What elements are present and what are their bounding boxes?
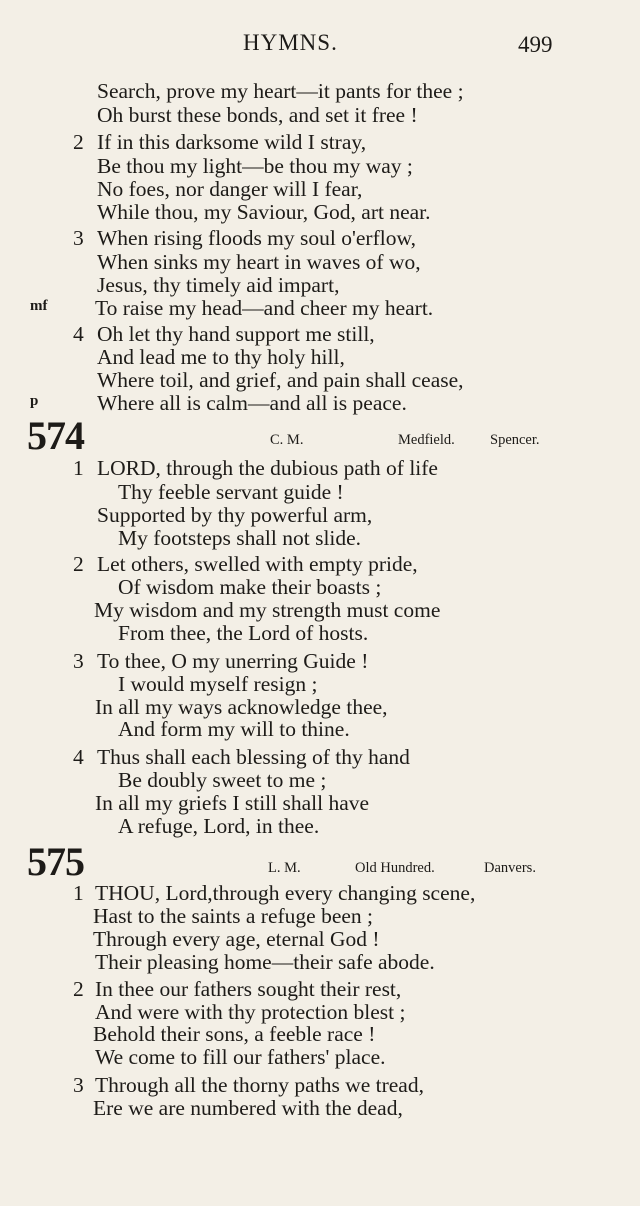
- verse-number: 2: [73, 977, 84, 1001]
- verse-line: Of wisdom make their boasts ;: [118, 575, 382, 599]
- verse-line: I would myself resign ;: [118, 672, 318, 696]
- verse-number: 1: [73, 881, 84, 905]
- hymn-tune: Old Hundred.: [355, 860, 435, 876]
- verse-line: Oh burst these bonds, and set it free !: [97, 103, 418, 127]
- verse-line: No foes, nor danger will I fear,: [97, 177, 363, 201]
- verse-line: Their pleasing home—their safe abode.: [95, 950, 435, 974]
- hymn-alt-tune: Danvers.: [484, 860, 536, 876]
- dynamic-marking: mf: [30, 298, 48, 314]
- verse-number: 1: [73, 456, 84, 480]
- verse-line: Behold their sons, a feeble race !: [93, 1022, 376, 1046]
- verse-number: 3: [73, 1073, 84, 1097]
- verse-line: In all my ways acknowledge thee,: [95, 695, 388, 719]
- verse-line: In all my griefs I still shall have: [95, 791, 370, 815]
- page-number: 499: [518, 32, 553, 57]
- verse-line: Thus shall each blessing of thy hand: [97, 745, 410, 769]
- verse-line: Let others, swelled with empty pride,: [97, 552, 418, 576]
- verse-line: And lead me to thy holy hill,: [97, 345, 345, 369]
- verse-line: Through every age, eternal God !: [93, 927, 380, 951]
- dynamic-marking: p: [30, 393, 39, 409]
- verse-line: Search, prove my heart—it pants for thee ;: [97, 79, 464, 103]
- verse-line: And form my will to thine.: [118, 717, 350, 741]
- verse-line: When sinks my heart in waves of wo,: [97, 250, 421, 274]
- verse-line: LORD, through the dubious path of life: [97, 456, 438, 480]
- verse-line: Be thou my light—be thou my way ;: [97, 154, 413, 178]
- verse-line: If in this darksome wild I stray,: [97, 130, 367, 154]
- verse-line: THOU, Lord,through every changing scene,: [95, 881, 476, 905]
- hymn-alt-tune: Spencer.: [490, 432, 540, 448]
- verse-line: Where toil, and grief, and pain shall cease,: [97, 368, 464, 392]
- verse-line: Hast to the saints a refuge been ;: [93, 904, 374, 928]
- verse-number: 3: [73, 649, 84, 673]
- verse-line: A refuge, Lord, in thee.: [118, 814, 320, 838]
- verse-number: 2: [73, 130, 84, 154]
- verse-line: We come to fill our fathers' place.: [95, 1045, 386, 1069]
- verse-number: 2: [73, 552, 84, 576]
- hymn-number: 574: [27, 413, 84, 458]
- verse-line: Thy feeble servant guide !: [118, 480, 344, 504]
- verse-line: Where all is calm—and all is peace.: [97, 391, 407, 415]
- hymn-meter: C. M.: [270, 432, 304, 448]
- verse-line: To thee, O my unerring Guide !: [97, 649, 369, 673]
- hymn-number: 575: [27, 839, 84, 884]
- verse-number: 4: [73, 745, 84, 769]
- verse-line: While thou, my Saviour, God, art near.: [97, 200, 431, 224]
- verse-line: And were with thy protection blest ;: [95, 1000, 406, 1024]
- verse-line: From thee, the Lord of hosts.: [118, 621, 369, 645]
- verse-line: Oh let thy hand support me still,: [97, 322, 375, 346]
- running-header-title: HYMNS.: [243, 30, 338, 55]
- verse-line: Jesus, thy timely aid impart,: [97, 273, 340, 297]
- verse-line: My wisdom and my strength must come: [94, 598, 441, 622]
- verse-line: My footsteps shall not slide.: [118, 526, 362, 550]
- hymn-tune: Medfield.: [398, 432, 455, 448]
- verse-number: 3: [73, 226, 84, 250]
- verse-line: Ere we are numbered with the dead,: [93, 1096, 403, 1120]
- hymn-meter: L. M.: [268, 860, 301, 876]
- verse-line: Be doubly sweet to me ;: [118, 768, 327, 792]
- verse-number: 4: [73, 322, 84, 346]
- verse-line: When rising floods my soul o'erflow,: [97, 226, 416, 250]
- verse-line: In thee our fathers sought their rest,: [95, 977, 402, 1001]
- verse-line: To raise my head—and cheer my heart.: [95, 296, 434, 320]
- verse-line: Through all the thorny paths we tread,: [95, 1073, 424, 1097]
- verse-line: Supported by thy powerful arm,: [97, 503, 373, 527]
